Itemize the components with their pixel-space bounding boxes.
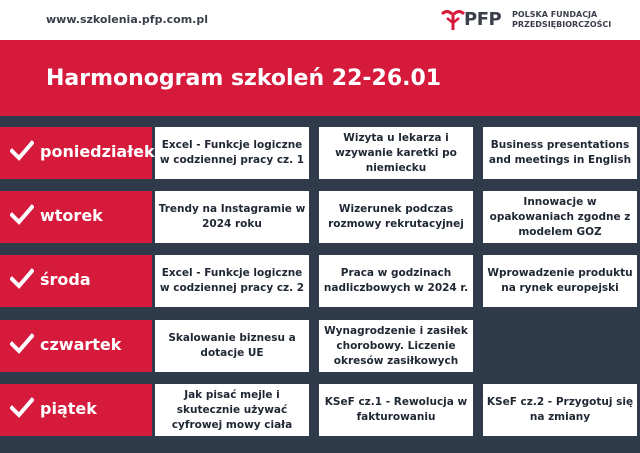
logo-foundation-name bbox=[512, 10, 611, 30]
day-row-thursday bbox=[0, 320, 152, 372]
day-row-tuesday bbox=[0, 191, 152, 243]
top-bar bbox=[0, 0, 640, 40]
logo-wordmark: PFP bbox=[464, 9, 502, 30]
training-card: Excel - Funkcje logiczne w codziennej pracy cz. 1 bbox=[155, 127, 309, 179]
training-card: Wprowadzenie produktu na rynek europejski bbox=[483, 255, 637, 307]
check-icon bbox=[10, 140, 34, 162]
training-card: Skalowanie biznesu a dotacje UE bbox=[155, 320, 309, 372]
pfp-logo bbox=[440, 6, 630, 34]
logo-name-line1: POLSKA FUNDACJA bbox=[512, 10, 598, 19]
training-card: Jak pisać mejle i skutecznie używać cyfrowej mowy ciała bbox=[155, 384, 309, 436]
check-icon bbox=[10, 333, 34, 355]
day-row-friday bbox=[0, 384, 152, 436]
training-card: Business presentations and meetings in English bbox=[483, 127, 637, 179]
day-row-wednesday bbox=[0, 255, 152, 307]
logo-name-line2: PRZEDSIĘBIORCZOŚCI bbox=[512, 20, 612, 29]
day-label: czwartek bbox=[40, 335, 122, 354]
pfp-logo-icon bbox=[440, 8, 466, 32]
title-banner bbox=[0, 40, 640, 116]
day-label: piątek bbox=[40, 399, 97, 418]
training-card: Excel - Funkcje logiczne w codziennej pracy cz. 2 bbox=[155, 255, 309, 307]
training-card: Wizerunek podczas rozmowy rekrutacyjnej bbox=[319, 191, 473, 243]
training-card: Wynagrodzenie i zasiłek chorobowy. Liczenie okresów zasiłkowych bbox=[319, 320, 473, 372]
page-title: Harmonogram szkoleń 22-26.01 bbox=[46, 66, 442, 91]
training-card: Praca w godzinach nadliczbowych w 2024 r. bbox=[319, 255, 473, 307]
training-card: Trendy na Instagramie w 2024 roku bbox=[155, 191, 309, 243]
check-icon bbox=[10, 397, 34, 419]
check-icon bbox=[10, 204, 34, 226]
check-icon bbox=[10, 268, 34, 290]
day-label: poniedziałek bbox=[40, 142, 155, 161]
day-row-monday bbox=[0, 127, 155, 179]
day-label: wtorek bbox=[40, 206, 103, 225]
day-label: środa bbox=[40, 270, 91, 289]
training-card: Wizyta u lekarza i wzywanie karetki po niemiecku bbox=[319, 127, 473, 179]
training-card: KSeF cz.1 - Rewolucja w fakturowaniu bbox=[319, 384, 473, 436]
training-card: KSeF cz.2 - Przygotuj się na zmiany bbox=[483, 384, 637, 436]
training-card: Innowacje w opakowaniach zgodne z modelem GOZ bbox=[483, 191, 637, 243]
website-url[interactable]: www.szkolenia.pfp.com.pl bbox=[46, 13, 208, 26]
